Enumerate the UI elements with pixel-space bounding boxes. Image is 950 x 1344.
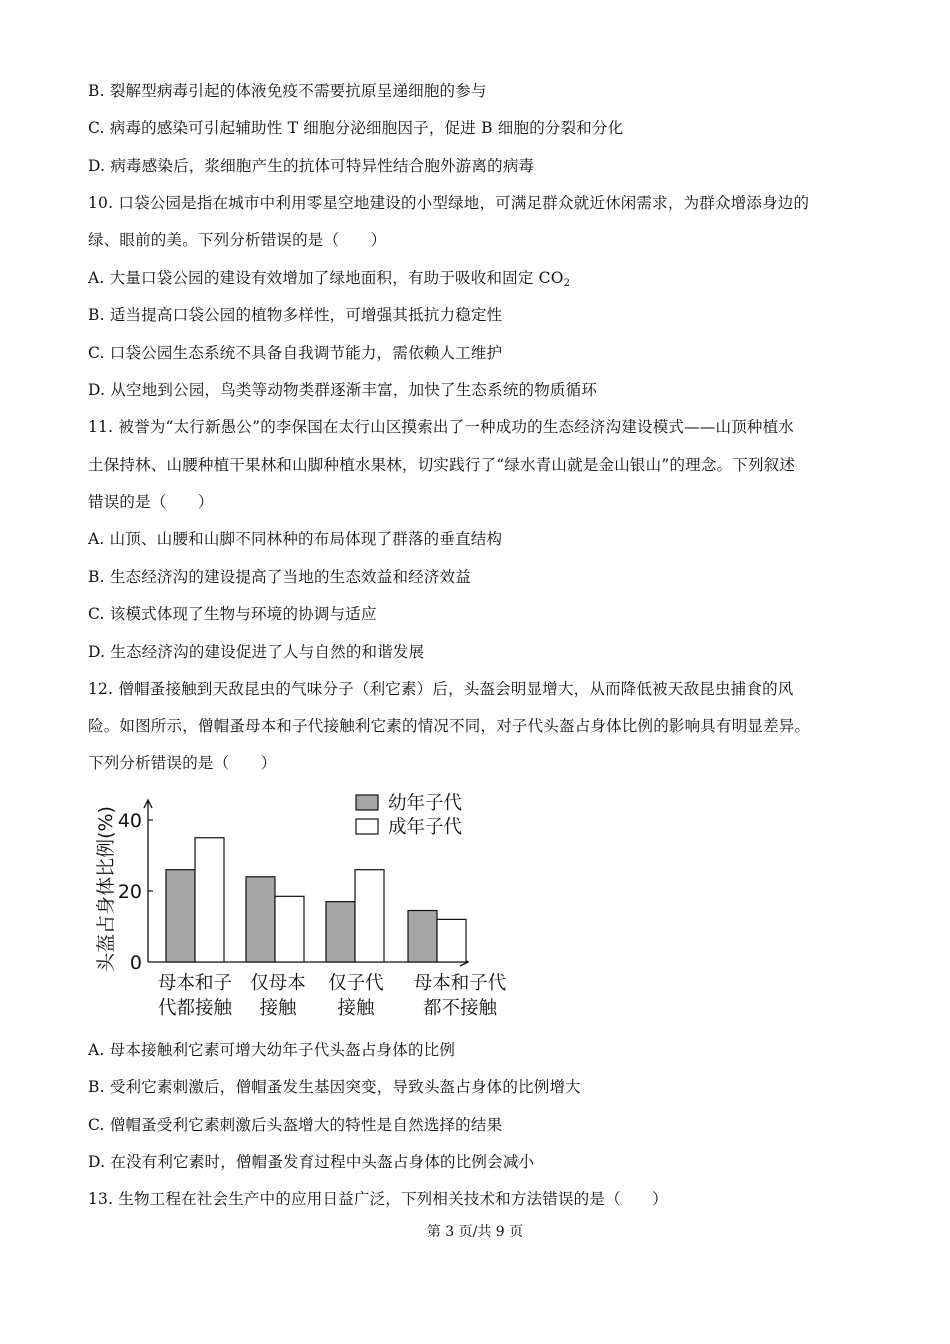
x-category-label-line2: 代都接触 bbox=[157, 998, 233, 1019]
question-10-option-d: D. 从空地到公园，鸟类等动物类群逐渐丰富，加快了生态系统的物质循环 bbox=[88, 381, 598, 399]
co2-subscript: 2 bbox=[563, 278, 571, 289]
x-category-label-line1: 仅子代 bbox=[328, 973, 384, 994]
question-9-option-d: D. 病毒感染后，浆细胞产生的抗体可特异性结合胞外游离的病毒 bbox=[88, 157, 535, 175]
question-11-option-a: A. 山顶、山腰和山脚不同林种的布局体现了群落的垂直结构 bbox=[88, 530, 503, 548]
bar-juvenile-2 bbox=[246, 877, 275, 962]
chart-svg bbox=[88, 782, 528, 1032]
x-category-label-line1: 母本和子代 bbox=[413, 973, 507, 994]
question-9-option-b: B. 裂解型病毒引起的体液免疫不需要抗原呈递细胞的参与 bbox=[88, 82, 487, 100]
bar-adult-4 bbox=[437, 919, 466, 962]
question-12-option-d: D. 在没有利它素时，僧帽蚤发育过程中头盔占身体的比例会减小 bbox=[88, 1153, 535, 1171]
question-10-stem-line-1: 10. 口袋公园是指在城市中利用零星空地建设的小型绿地，可满足群众就近休闲需求，为群众增添身边的 bbox=[88, 194, 810, 212]
bar-adult-1 bbox=[195, 838, 224, 962]
bar-juvenile-1 bbox=[166, 870, 195, 962]
y-axis-label: 头盔占身体比例(%) bbox=[95, 806, 117, 972]
question-12-stem-line-3: 下列分析错误的是（ ） bbox=[88, 754, 277, 772]
question-11-stem-line-2: 土保持林、山腰种植干果林和山脚种植水果林，切实践行了“绿水青山就是金山银山”的理念。下列叙述 bbox=[88, 456, 796, 474]
x-category-label-line2: 接触 bbox=[259, 998, 297, 1019]
legend-swatch-1 bbox=[356, 795, 378, 810]
question-11-stem-line-1: 11. 被誉为“太行新愚公”的李保国在太行山区摸索出了一种成功的生态经济沟建设模式——山顶种植水 bbox=[88, 418, 795, 436]
x-category-label-line2: 接触 bbox=[337, 998, 375, 1019]
question-9-option-c: C. 病毒的感染可引起辅助性 T 细胞分泌细胞因子，促进 B 细胞的分裂和分化 bbox=[88, 119, 624, 137]
question-12-stem-line-2: 险。如图所示，僧帽蚤母本和子代接触利它素的情况不同，对子代头盔占身体比例的影响具有明显差异。 bbox=[88, 717, 811, 735]
question-12-option-b: B. 受利它素刺激后，僧帽蚤发生基因突变，导致头盔占身体的比例增大 bbox=[88, 1078, 581, 1096]
question-13-stem: 13. 生物工程在社会生产中的应用日益广泛，下列相关技术和方法错误的是（ ） bbox=[88, 1190, 668, 1208]
y-tick-label: 20 bbox=[117, 881, 142, 903]
question-12-option-a: A. 母本接触利它素可增大幼年子代头盔占身体的比例 bbox=[88, 1041, 456, 1059]
question-12-option-c: C. 僧帽蚤受利它素刺激后头盔增大的特性是自然选择的结果 bbox=[88, 1116, 503, 1134]
question-11-option-b: B. 生态经济沟的建设提高了当地的生态效益和经济效益 bbox=[88, 568, 471, 586]
question-10-stem-line-2: 绿、眼前的美。下列分析错误的是（ ） bbox=[88, 231, 387, 249]
x-category-label-line2: 都不接触 bbox=[422, 998, 498, 1019]
x-category-label-line1: 母本和子 bbox=[157, 973, 233, 994]
option-a-text: A. 大量口袋公园的建设有效增加了绿地面积，有助于吸收和固定 CO bbox=[88, 269, 564, 287]
bar-juvenile-3 bbox=[326, 902, 355, 962]
question-10-option-b: B. 适当提高口袋公园的植物多样性，可增强其抵抗力稳定性 bbox=[88, 306, 503, 324]
y-tick-label: 40 bbox=[117, 810, 142, 832]
question-10-option-a bbox=[88, 267, 570, 289]
legend-label-1: 幼年子代 bbox=[388, 793, 463, 814]
question-11-stem-line-3: 错误的是（ ） bbox=[88, 493, 214, 511]
bar-adult-3 bbox=[355, 870, 384, 962]
page-footer: 第 3 页/共 9 页 bbox=[426, 1224, 524, 1240]
helmet-ratio-bar-chart bbox=[88, 782, 528, 1032]
question-12-stem-line-1: 12. 僧帽蚤接触到天敌昆虫的气味分子（利它素）后，头盔会明显增大，从而降低被天敌昆虫捕食的风 bbox=[88, 680, 794, 698]
question-11-option-d: D. 生态经济沟的建设促进了人与自然的和谐发展 bbox=[88, 643, 425, 661]
question-11-option-c: C. 该模式体现了生物与环境的协调与适应 bbox=[88, 605, 377, 623]
y-tick-label: 0 bbox=[129, 952, 142, 974]
x-category-label-line1: 仅母本 bbox=[250, 973, 306, 994]
legend-label-2: 成年子代 bbox=[388, 817, 463, 838]
bar-adult-2 bbox=[275, 896, 304, 962]
bar-juvenile-4 bbox=[408, 911, 437, 962]
legend-swatch-2 bbox=[356, 819, 378, 834]
question-10-option-c: C. 口袋公园生态系统不具备自我调节能力，需依赖人工维护 bbox=[88, 344, 503, 362]
